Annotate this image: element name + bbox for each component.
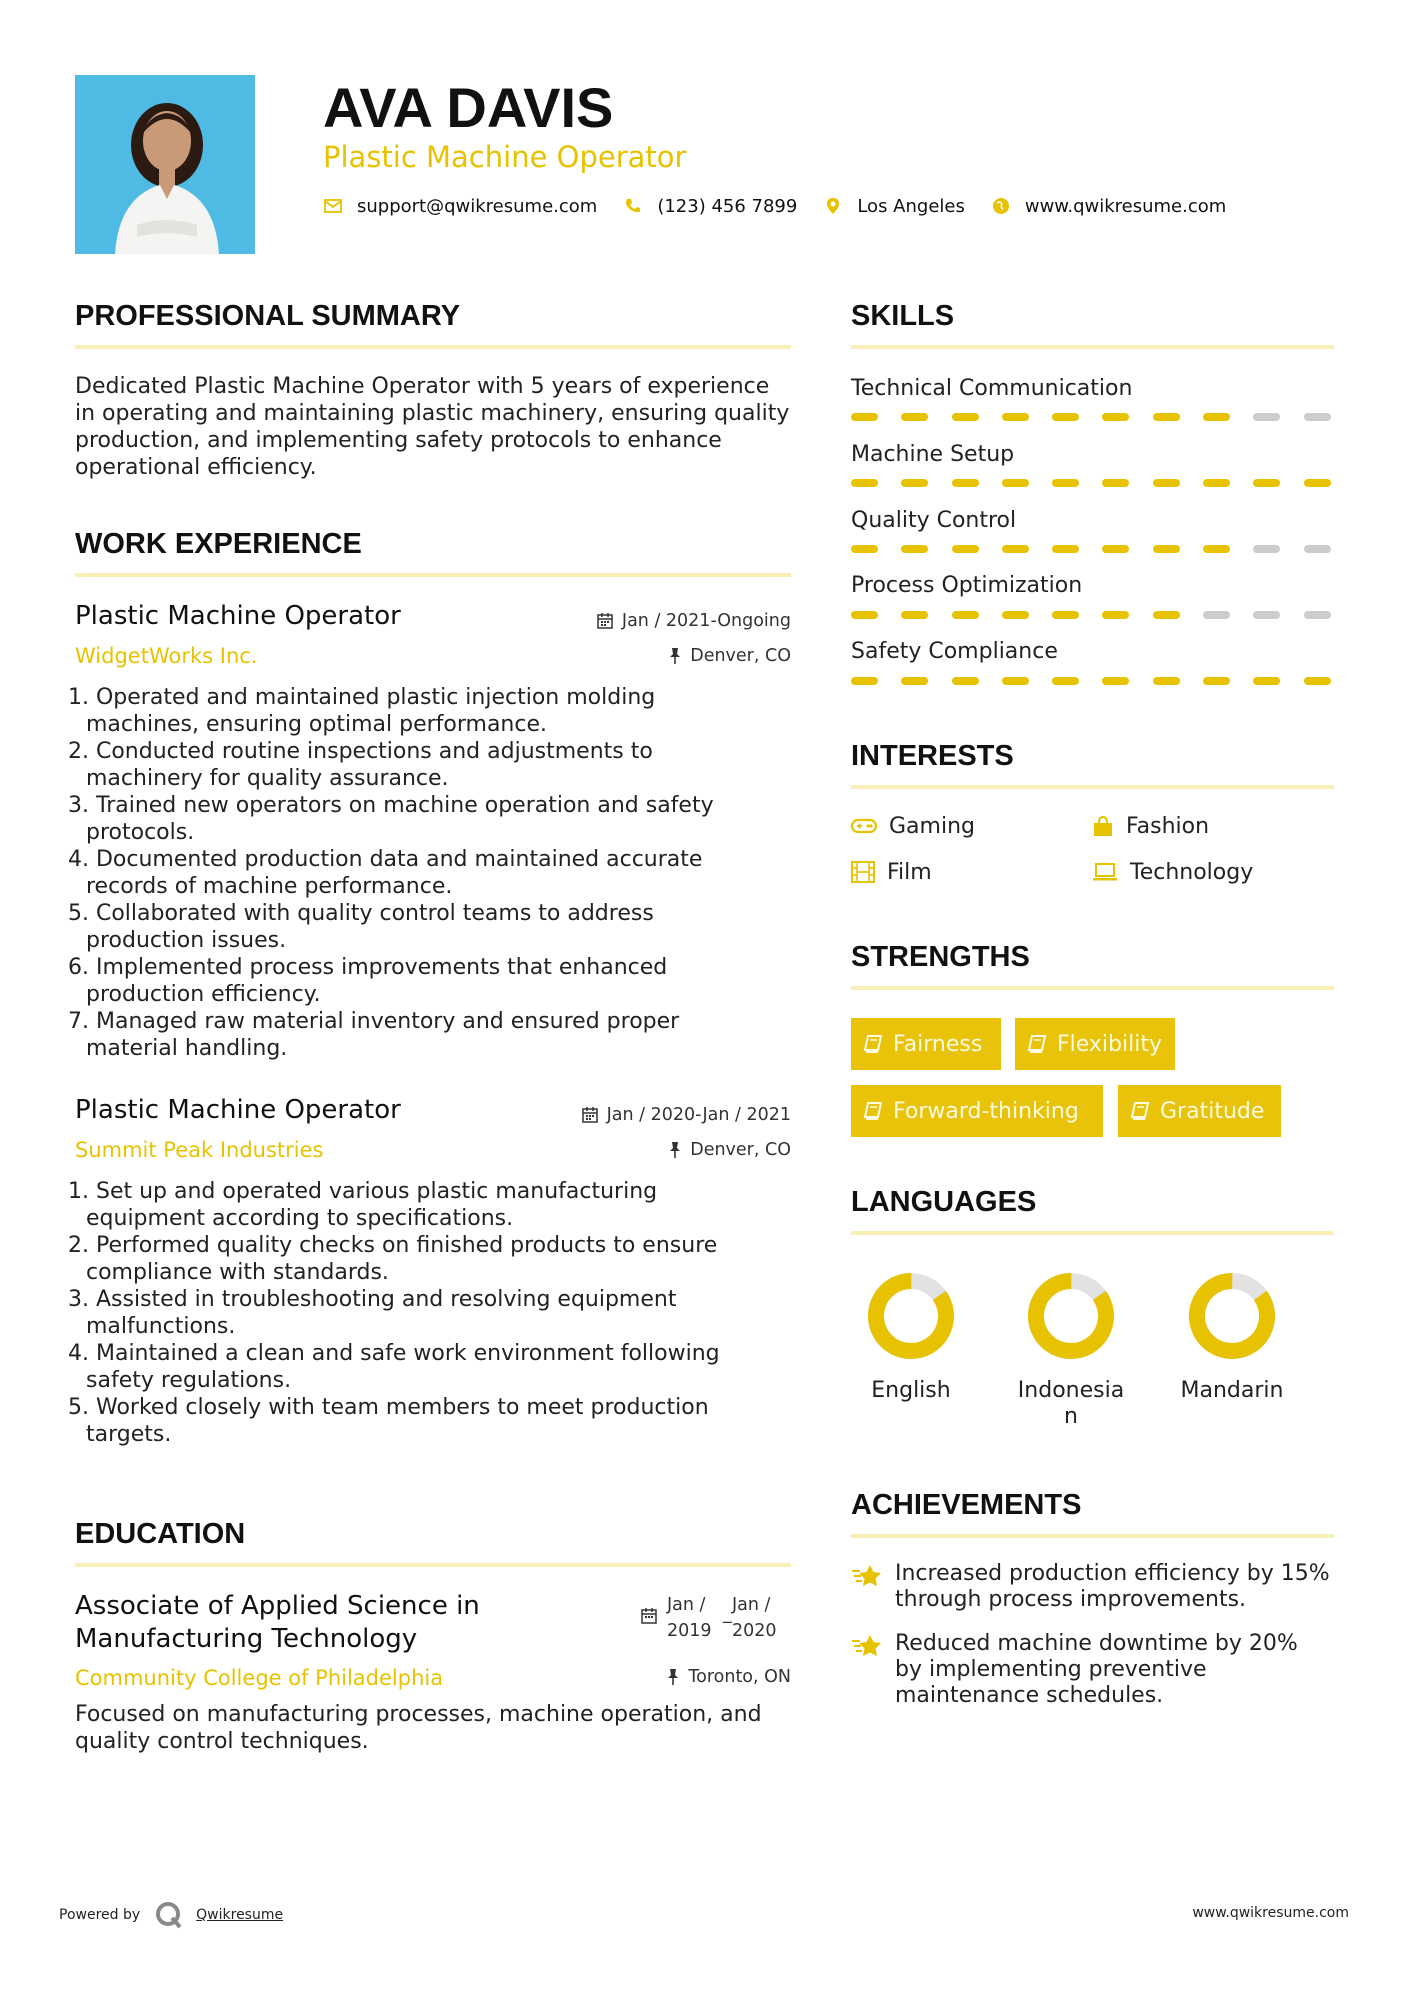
- list-item: 4. Maintained a clean and safe work environment following safety regulations.: [68, 1341, 720, 1393]
- skill-rating: [851, 545, 1331, 553]
- website-text: www.qwikresume.com: [1024, 195, 1227, 217]
- strength-label: Fairness: [893, 1031, 983, 1057]
- language-name: Indonesia: [1017, 1378, 1125, 1403]
- skill-dash: [1002, 611, 1029, 619]
- shopping-bag-icon: [1092, 815, 1114, 837]
- globe-icon: [991, 196, 1011, 216]
- skill-rating: [851, 413, 1331, 421]
- achievement-item: [851, 1561, 1336, 1613]
- school-name: Community College of Philadelphia: [75, 1666, 444, 1690]
- skill-dash: [1304, 677, 1331, 685]
- list-item: 6. Implemented process improvements that enhanced production efficiency.: [68, 955, 668, 1007]
- pushpin-icon: [666, 1668, 680, 1686]
- strength-label: Flexibility: [1057, 1031, 1162, 1057]
- skill-rating: [851, 479, 1331, 487]
- skill-dash: [1102, 479, 1129, 487]
- skill-dash: [1052, 611, 1079, 619]
- skill-dash: [1002, 545, 1029, 553]
- edu-end-year: 2020: [732, 1621, 777, 1641]
- footer-powered-by: [59, 1900, 283, 1930]
- book-icon: [1027, 1034, 1047, 1054]
- job-company: WidgetWorks Inc.: [75, 644, 258, 668]
- language-name: Mandarin: [1180, 1378, 1284, 1403]
- education-description: Focused on manufacturing processes, machine operation, and quality control techniques.: [75, 1702, 762, 1754]
- skills-divider: [851, 345, 1334, 349]
- brand-link[interactable]: Qwikresume: [196, 1907, 284, 1923]
- skill-dash: [1102, 545, 1129, 553]
- job-location-text: Denver, CO: [690, 646, 791, 666]
- edu-end-date: [732, 1592, 777, 1644]
- list-item: 3. Trained new operators on machine operation and safety protocols.: [68, 793, 714, 845]
- skill-dash: [851, 479, 878, 487]
- job-title: Plastic Machine Operator: [75, 601, 401, 631]
- skill-dash: [1002, 413, 1029, 421]
- laptop-icon: [1092, 862, 1118, 882]
- edu-start-month: Jan /: [667, 1595, 706, 1615]
- skill-dash: [1203, 413, 1230, 421]
- job-location: [491, 645, 791, 667]
- achievement-text: Reduced machine downtime by 20% by implementing preventive maintenance schedules.: [895, 1631, 1298, 1708]
- skill-rating: [851, 677, 1331, 685]
- edu-start-date: [667, 1592, 712, 1644]
- skill-dash: [1002, 677, 1029, 685]
- skill-dash: [1102, 413, 1129, 421]
- edu-start-year: 2019: [667, 1621, 712, 1641]
- skill-rating: [851, 611, 1331, 619]
- skill-name: Technical Communication: [851, 376, 1133, 401]
- job-location-text: Denver, CO: [690, 1140, 791, 1160]
- language-name: English: [871, 1378, 951, 1403]
- skill-dash: [1304, 413, 1331, 421]
- phone-text: (123) 456 7899: [657, 195, 798, 217]
- interest-item: [1092, 812, 1209, 840]
- languages-title: LANGUAGES: [851, 1186, 1037, 1218]
- skill-dash: [1253, 611, 1280, 619]
- footer-website[interactable]: www.qwikresume.com: [1192, 1905, 1349, 1921]
- skill-dash: [1052, 677, 1079, 685]
- skill-dash: [1253, 545, 1280, 553]
- skill-dash: [1203, 479, 1230, 487]
- book-icon: [1130, 1101, 1150, 1121]
- interest-label: Technology: [1130, 859, 1254, 885]
- powered-by-label: Powered by: [59, 1907, 141, 1923]
- list-item: 5. Worked closely with team members to meet production targets.: [68, 1395, 709, 1447]
- skill-dash: [901, 479, 928, 487]
- strength-label: Gratitude: [1160, 1098, 1265, 1124]
- strengths-divider: [851, 986, 1334, 990]
- skill-dash: [952, 677, 979, 685]
- interest-label: Fashion: [1126, 813, 1210, 839]
- list-item: 1. Operated and maintained plastic injection molding machines, ensuring optimal performance.: [68, 685, 656, 737]
- achievement-item: [851, 1631, 1311, 1709]
- language-ring: [1026, 1271, 1116, 1361]
- skill-dash: [1253, 677, 1280, 685]
- job-dates: [491, 610, 791, 632]
- strength-badge: [1118, 1085, 1281, 1137]
- interest-item: [851, 858, 932, 886]
- job-dates-text: Jan / 2021-Ongoing: [621, 611, 791, 631]
- contact-phone[interactable]: [623, 196, 797, 217]
- pushpin-icon: [668, 647, 682, 665]
- envelope-icon: [323, 196, 343, 216]
- achievements-title: ACHIEVEMENTS: [851, 1489, 1082, 1521]
- map-pin-icon: [823, 196, 843, 216]
- language-ring-fill: [1026, 1271, 1116, 1361]
- skill-dash: [1102, 611, 1129, 619]
- skill-dash: [851, 611, 878, 619]
- skill-dash: [1153, 611, 1180, 619]
- interests-divider: [851, 785, 1334, 789]
- skill-dash: [1253, 479, 1280, 487]
- interests-title: INTERESTS: [851, 740, 1014, 772]
- skill-dash: [1153, 677, 1180, 685]
- language-name-group: [1011, 1378, 1131, 1430]
- skill-dash: [901, 413, 928, 421]
- list-item: 2. Conducted routine inspections and adjustments to machinery for quality assurance.: [68, 739, 653, 791]
- skill-dash: [1203, 677, 1230, 685]
- star-icon: [851, 1562, 885, 1590]
- skill-name: Safety Compliance: [851, 639, 1058, 664]
- skill-dash: [1253, 413, 1280, 421]
- language-ring-fill: [866, 1271, 956, 1361]
- skill-dash: [1304, 545, 1331, 553]
- email-text: support@qwikresume.com: [357, 195, 598, 217]
- book-icon: [863, 1101, 883, 1121]
- summary-text: Dedicated Plastic Machine Operator with 5 years of experience in operating and maintaining plastic machinery, ensuring quality production, and implementing safety protocols to enhance operational efficiency.: [75, 374, 790, 480]
- school-location-text: Toronto, ON: [688, 1667, 791, 1687]
- education-divider: [75, 1563, 791, 1567]
- degree-line-2: Manufacturing Technology: [75, 1624, 418, 1654]
- skill-dash: [1102, 677, 1129, 685]
- skill-dash: [1153, 479, 1180, 487]
- location-text: Los Angeles: [857, 195, 965, 217]
- job-dates-text: Jan / 2020-Jan / 2021: [606, 1105, 791, 1125]
- list-item: 1. Set up and operated various plastic manufacturing equipment according to specifications.: [68, 1179, 658, 1231]
- star-icon: [851, 1632, 885, 1660]
- skills-title: SKILLS: [851, 300, 955, 332]
- job-dates: [491, 1104, 791, 1126]
- contact-website[interactable]: [991, 196, 1226, 217]
- interest-label: Film: [887, 859, 932, 885]
- edu-end-month: Jan /: [732, 1595, 771, 1615]
- calendar-icon: [640, 1607, 658, 1625]
- skill-dash: [952, 479, 979, 487]
- skill-dash: [952, 413, 979, 421]
- skill-dash: [1052, 479, 1079, 487]
- language-name-wrap: n: [1064, 1404, 1078, 1429]
- person-photo-icon: [75, 75, 255, 254]
- school-location: [491, 1666, 791, 1688]
- skill-dash: [851, 413, 878, 421]
- language-ring-fill: [1187, 1271, 1277, 1361]
- skill-dash: [1203, 611, 1230, 619]
- book-icon: [863, 1034, 883, 1054]
- language-ring: [1187, 1271, 1277, 1361]
- skill-dash: [1052, 413, 1079, 421]
- list-item: 2. Performed quality checks on finished products to ensure compliance with standards.: [68, 1233, 718, 1285]
- strength-badge: [851, 1018, 1001, 1070]
- achievement-text: Increased production efficiency by 15% through process improvements.: [895, 1561, 1330, 1612]
- summary-title: PROFESSIONAL SUMMARY: [75, 300, 461, 332]
- film-icon: [851, 861, 875, 883]
- list-item: 7. Managed raw material inventory and ensured proper material handling.: [68, 1009, 680, 1061]
- calendar-icon: [596, 612, 614, 630]
- skill-name: Process Optimization: [851, 573, 1083, 598]
- job-company: Summit Peak Industries: [75, 1138, 324, 1162]
- job-title: Plastic Machine Operator: [75, 1095, 401, 1125]
- job-duties: [68, 684, 728, 1062]
- profile-photo: [75, 75, 255, 254]
- summary-divider: [75, 345, 791, 349]
- skill-dash: [1052, 545, 1079, 553]
- skill-dash: [901, 677, 928, 685]
- skill-dash: [952, 611, 979, 619]
- list-item: 3. Assisted in troubleshooting and resolving equipment malfunctions.: [68, 1287, 677, 1339]
- skill-name: Quality Control: [851, 508, 1017, 533]
- contact-bar: [323, 194, 1252, 218]
- qwikresume-logo-icon: [154, 1900, 184, 1930]
- job-location: [491, 1139, 791, 1161]
- strength-label: Forward-thinking: [893, 1098, 1079, 1124]
- degree-line-1: Associate of Applied Science in: [75, 1591, 480, 1621]
- skill-dash: [1153, 413, 1180, 421]
- skill-name: Machine Setup: [851, 442, 1015, 467]
- pushpin-icon: [668, 1141, 682, 1159]
- edu-date-separator: _: [723, 1604, 732, 1624]
- interest-label: Gaming: [889, 813, 975, 839]
- skill-dash: [1153, 545, 1180, 553]
- gamepad-icon: [851, 818, 877, 834]
- contact-location: [823, 196, 965, 217]
- skill-dash: [901, 611, 928, 619]
- calendar-icon: [581, 1106, 599, 1124]
- skill-dash: [1002, 479, 1029, 487]
- phone-icon: [623, 196, 643, 216]
- skill-dash: [851, 677, 878, 685]
- achievements-divider: [851, 1534, 1334, 1538]
- skill-dash: [901, 545, 928, 553]
- experience-title: WORK EXPERIENCE: [75, 528, 362, 560]
- strength-badge: [851, 1085, 1103, 1137]
- education-title: EDUCATION: [75, 1518, 246, 1550]
- job-duties: [68, 1178, 738, 1448]
- languages-divider: [851, 1231, 1334, 1235]
- strengths-title: STRENGTHS: [851, 941, 1030, 973]
- strength-badge: [1015, 1018, 1175, 1070]
- contact-email[interactable]: [323, 196, 597, 217]
- interest-item: [851, 812, 975, 840]
- candidate-name: AVA DAVIS: [323, 76, 614, 139]
- skill-dash: [1203, 545, 1230, 553]
- language-ring: [866, 1271, 956, 1361]
- candidate-role: Plastic Machine Operator: [323, 140, 687, 174]
- skill-dash: [1304, 611, 1331, 619]
- list-item: 5. Collaborated with quality control teams to address production issues.: [68, 901, 654, 953]
- experience-divider: [75, 573, 791, 577]
- interest-item: [1092, 858, 1253, 886]
- skill-dash: [851, 545, 878, 553]
- skill-dash: [1304, 479, 1331, 487]
- list-item: 4. Documented production data and maintained accurate records of machine performance.: [68, 847, 703, 899]
- skill-dash: [952, 545, 979, 553]
